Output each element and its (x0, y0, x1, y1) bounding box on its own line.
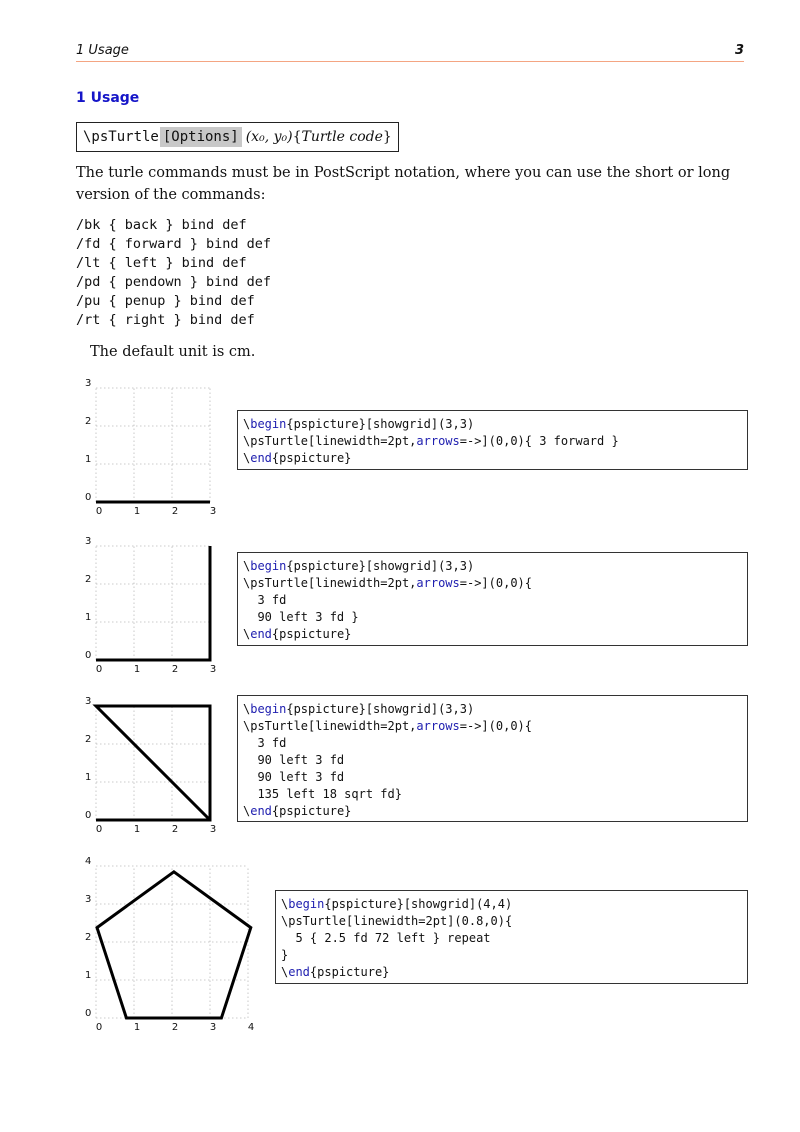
code-line (243, 718, 742, 735)
code-line (243, 735, 742, 752)
x-tick-label: 3 (209, 1022, 217, 1033)
code-keyword: end (250, 627, 272, 641)
code-line (281, 964, 742, 981)
code-text: 135 left 18 sqrt fd} (243, 787, 402, 801)
code-text: \psTurtle[linewidth=2pt, (243, 576, 417, 590)
code-text: {pspicture}[showgrid](3,3) (286, 559, 475, 573)
x-tick-label: 0 (95, 506, 103, 517)
code-box-1 (237, 410, 748, 470)
code-line (243, 609, 742, 626)
code-text: =->](0,0){ (459, 576, 532, 590)
code-keyword: begin (250, 417, 287, 431)
y-tick-label: 1 (85, 612, 92, 623)
syntax-code-arg: Turtle code (301, 129, 383, 145)
command-def: /lt { left } bind def (76, 255, 247, 271)
code-keyword: arrows (416, 719, 460, 733)
x-tick-label: 0 (95, 1022, 103, 1033)
code-text: =->](0,0){ (459, 719, 532, 733)
code-keyword: begin (288, 897, 325, 911)
turtle-figure-1 (85, 378, 216, 517)
code-keyword: begin (250, 559, 287, 573)
syntax-options: [Options] (160, 127, 242, 147)
code-text: \psTurtle[linewidth=2pt](0.8,0){ (281, 914, 513, 928)
code-box-2 (237, 552, 748, 646)
intro-paragraph: The turle commands must be in PostScript notation, where you can use the short or long version of the commands: (76, 165, 731, 203)
x-tick-label: 1 (133, 506, 141, 517)
x-tick-label: 2 (171, 1022, 179, 1033)
code-keyword: end (288, 965, 310, 979)
syntax-open-brace: { (292, 129, 302, 145)
syntax-command: \psTurtle (83, 129, 159, 145)
x-tick-label: 4 (247, 1022, 255, 1033)
code-text: 90 left 3 fd (243, 753, 345, 767)
y-tick-label: 3 (85, 894, 92, 905)
code-text: 90 left 3 fd (243, 770, 345, 784)
running-header-section: 1 Usage (76, 43, 129, 58)
code-text: \psTurtle[linewidth=2pt, (243, 434, 417, 448)
code-text: =->](0,0){ 3 forward } (459, 434, 619, 448)
code-line (243, 803, 742, 820)
code-line (243, 558, 742, 575)
code-text: {pspicture}[showgrid](3,3) (286, 417, 475, 431)
code-box-4 (275, 890, 748, 984)
code-line (243, 416, 742, 433)
command-def: /pd { pendown } bind def (76, 274, 272, 290)
code-text: \ (281, 897, 289, 911)
code-keyword: arrows (416, 434, 460, 448)
code-text: 3 fd (243, 593, 287, 607)
code-text: \ (243, 627, 251, 641)
y-tick-label: 4 (85, 856, 92, 867)
x-tick-label: 3 (209, 664, 217, 675)
code-text: 3 fd (243, 736, 287, 750)
code-text: } (281, 948, 289, 962)
code-keyword: end (250, 451, 272, 465)
turtle-figure-4 (85, 856, 254, 1033)
y-tick-label: 1 (85, 970, 92, 981)
code-text: \ (243, 804, 251, 818)
code-text: {pspicture} (271, 451, 352, 465)
code-line (243, 786, 742, 803)
code-line (281, 947, 742, 964)
y-tick-label: 2 (85, 416, 92, 427)
code-text: \ (243, 702, 251, 716)
code-line (243, 701, 742, 718)
code-text: {pspicture}[showgrid](3,3) (286, 702, 475, 716)
x-tick-label: 1 (133, 824, 141, 835)
code-text: \psTurtle[linewidth=2pt, (243, 719, 417, 733)
code-line (243, 626, 742, 643)
x-tick-label: 0 (95, 824, 103, 835)
code-text: {pspicture} (271, 627, 352, 641)
y-tick-label: 0 (85, 810, 92, 821)
y-tick-label: 0 (85, 650, 92, 661)
code-line (243, 769, 742, 786)
y-tick-label: 2 (85, 574, 92, 585)
code-line (243, 450, 742, 467)
y-tick-label: 3 (85, 378, 92, 389)
page-number: 3 (734, 43, 744, 58)
code-text: 5 { 2.5 fd 72 left } repeat (281, 931, 491, 945)
code-keyword: begin (250, 702, 287, 716)
code-text: \ (243, 451, 251, 465)
command-def: /fd { forward } bind def (76, 236, 272, 252)
code-text: {pspicture}[showgrid](4,4) (324, 897, 513, 911)
x-tick-label: 2 (171, 664, 179, 675)
syntax-coords: (x₀, y₀) (245, 129, 293, 145)
code-keyword: arrows (416, 576, 460, 590)
code-text: \ (281, 965, 289, 979)
y-tick-label: 2 (85, 932, 92, 943)
x-tick-label: 1 (133, 1022, 141, 1033)
code-keyword: end (250, 804, 272, 818)
x-tick-label: 2 (171, 506, 179, 517)
code-text: {pspicture} (271, 804, 352, 818)
turtle-figure-2 (85, 536, 216, 675)
code-text: 90 left 3 fd } (243, 610, 359, 624)
turtle-figure-3 (85, 696, 216, 835)
y-tick-label: 0 (85, 1008, 92, 1019)
x-tick-label: 3 (209, 506, 217, 517)
y-tick-label: 3 (85, 536, 92, 547)
code-line (281, 913, 742, 930)
x-tick-label: 2 (171, 824, 179, 835)
command-def: /bk { back } bind def (76, 217, 247, 233)
syntax-close-brace: } (382, 129, 392, 145)
turtle-path (97, 872, 251, 1018)
code-text: \ (243, 559, 251, 573)
unit-note: The default unit is cm. (90, 344, 256, 360)
y-tick-label: 0 (85, 492, 92, 503)
turtle-path (96, 706, 210, 820)
code-line (281, 930, 742, 947)
x-tick-label: 0 (95, 664, 103, 675)
command-def: /rt { right } bind def (76, 312, 255, 328)
code-line (243, 575, 742, 592)
code-line (243, 433, 742, 450)
y-tick-label: 1 (85, 772, 92, 783)
section-heading: 1 Usage (76, 90, 140, 106)
code-text: \ (243, 417, 251, 431)
y-tick-label: 1 (85, 454, 92, 465)
code-text: {pspicture} (309, 965, 390, 979)
y-tick-label: 3 (85, 696, 92, 707)
x-tick-label: 3 (209, 824, 217, 835)
x-tick-label: 1 (133, 664, 141, 675)
y-tick-label: 2 (85, 734, 92, 745)
turtle-path (96, 546, 210, 660)
code-box-3 (237, 695, 748, 822)
code-line (281, 896, 742, 913)
command-def: /pu { penup } bind def (76, 293, 255, 309)
code-line (243, 752, 742, 769)
code-line (243, 592, 742, 609)
